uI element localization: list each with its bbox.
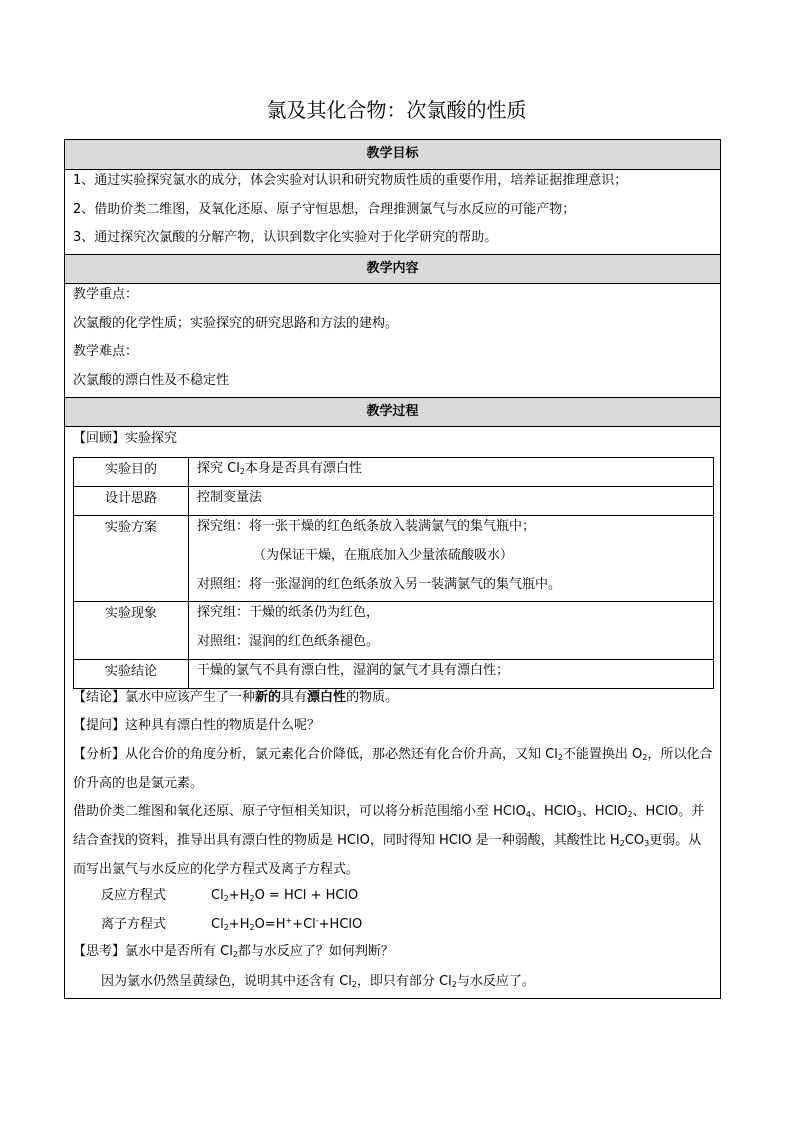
plan-text: [197, 516, 561, 603]
experiment-table: [73, 457, 714, 689]
goal-item-3: 3、通过探究次氯酸的分解产物，认识到数字化实验对于化学研究的帮助。: [73, 230, 498, 245]
plan-line-3: 对照组：将一张湿润的红色纸条放入另一装满氯气的集气瓶中。: [197, 577, 562, 592]
purpose-text: 探究 $Cl_2$本身是否具有漂白性: [197, 461, 362, 476]
plan-line-1: 探究组：将一张干燥的红色纸条放入装满氯气的集气瓶中；: [197, 519, 536, 534]
think-paragraph: 【思考】氯水中是否所有 $Cl_2$都与水反应了？如何判断？: [73, 944, 394, 959]
review-label: 【回顾】实验探究: [73, 431, 178, 446]
reaction-label: 反应方程式: [101, 888, 167, 903]
phenomenon-text: [197, 602, 379, 660]
phenomenon-line-1: 探究组：干燥的纸条仍为红色，: [197, 605, 380, 620]
conclusion-label: 实验结论: [74, 660, 189, 688]
conclusion-paragraph: 【结论】氯水中应该产生了一种新的具有漂白性的物质。: [73, 690, 399, 705]
idea-text: 控制变量法: [197, 490, 263, 505]
purpose-label: 实验目的: [74, 458, 189, 486]
experiment-row-idea: [74, 487, 713, 516]
experiment-row-conclusion: [74, 660, 713, 688]
page-title: 氯及其化合物：次氯酸的性质: [266, 98, 527, 122]
goal-item-1: 1、通过实验探究氯水的成分，体会实验对认识和研究物质性质的重要作用，培养证据推理意识；: [73, 173, 628, 188]
reasoning-paragraph: 借助价类二维图和氧化还原、原子守恒相关知识，可以将分析范围缩小至 HClO$_4$、HClO$_3$、HClO$_2$、HClO。并结合查找的资料，推导出具有漂白性的物质是 HClO，同时得知 HClO 是一种弱酸，其酸性比 $H_2CO_3$更弱。从而写出氯气与水反应的化学方程式及离子方程式。: [73, 804, 705, 877]
difficult-point-text: 次氯酸的漂白性及不稳定性: [73, 373, 230, 388]
plan-label: 实验方案: [74, 516, 189, 601]
phenomenon-line-2: 对照组：湿润的红色纸条褪色。: [197, 634, 380, 649]
goal-item-2: 2、借助价类二维图，及氧化还原、原子守恒思想，合理推测氯气与水反应的可能产物；: [73, 202, 576, 217]
content-header: 教学内容: [65, 254, 720, 284]
phenomenon-label: 实验现象: [74, 602, 189, 659]
key-point-label: 教学重点：: [73, 287, 139, 302]
reaction-equation: $Cl_2+H_2O$ = HCl + HClO: [211, 888, 359, 903]
idea-label: 设计思路: [74, 487, 189, 515]
goals-header: 教学目标: [65, 140, 720, 170]
answer-paragraph: 因为氯水仍然呈黄绿色，说明其中还含有 $Cl_2$，即只有部分 $Cl_2$与水反应了。: [101, 974, 535, 989]
analysis-paragraph: 【分析】从化合价的角度分析，氯元素化合价降低，那必然还有化合价升高，又知 $Cl_2$不能置换出 $O_2$，所以化合价升高的也是氯元素。: [73, 747, 713, 791]
key-point-text: 次氯酸的化学性质；实验探究的研究思路和方法的建构。: [73, 316, 399, 331]
difficult-point-label: 教学难点：: [73, 344, 139, 359]
lesson-table: [64, 139, 721, 999]
question-paragraph: 【提问】这种具有漂白性的物质是什么呢？: [73, 718, 321, 733]
conclusion-text: 干燥的氯气不具有漂白性，湿润的氯气才具有漂白性；: [197, 663, 510, 678]
ionic-label: 离子方程式: [101, 917, 167, 932]
experiment-row-purpose: [74, 458, 713, 487]
experiment-row-phenomenon: [74, 602, 713, 660]
plan-line-2: （为保证干燥，在瓶底加入少量浓硫酸吸水）: [253, 548, 514, 563]
process-header: 教学过程: [65, 397, 720, 427]
experiment-row-plan: [74, 516, 713, 602]
ionic-equation: $Cl_2+H_2O=H^++Cl^-+HClO$: [211, 916, 363, 932]
